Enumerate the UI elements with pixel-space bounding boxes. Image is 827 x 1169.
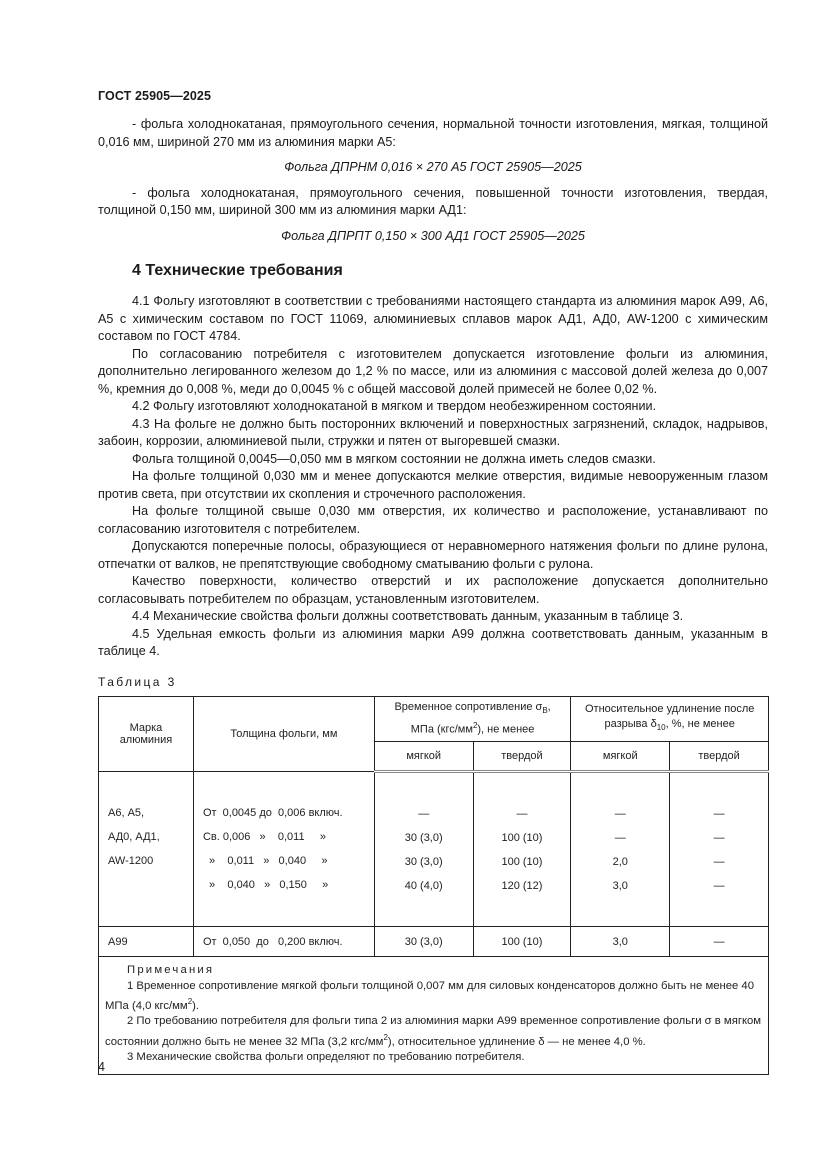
- note-2: 2 По требованию потребителя для фольги типа 2 из алюминия марки А99 временное сопротивление фольги σ в мягком состоянии должно быть не менее 32 МПа (3,2 кгс/$мм^2$), относительное удлинение δ — не менее 4,0 %.: [105, 1015, 762, 1048]
- paragraph-4-5: 4.5 Удельная емкость фольги из алюминия марки А99 должна соответствовать данным, указанным в таблице 4.: [98, 626, 768, 658]
- paragraph: Фольга толщиной 0,0045—0,050 мм в мягком состоянии не должна иметь следов смазки.: [132, 451, 656, 466]
- elong-soft-cell: — — 2,0 3,0: [571, 772, 670, 927]
- grades-cell: А6, А5, АД0, АД1, AW-1200: [99, 772, 194, 927]
- paragraph: На фольге толщиной свыше 0,030 мм отверстия, их количество и расположение, устанавливают по согласованию изготовителя с потребителем.: [98, 504, 768, 536]
- example-2-text: - фольга холоднокатаная, прямоугольного сечения, повышенной точности изготовления, твердая, толщиной 0,150 мм, шириной 300 мм из алюминия марки АД1:: [98, 185, 768, 217]
- elong-hard-a99: —: [670, 927, 769, 957]
- example-2-designation: Фольга ДПРПТ 0,150 × 300 АД1 ГОСТ 25905—2025: [281, 228, 585, 243]
- header-elongation: Относительное удлинение после разрыва $\delta_{10}$, %, не менее: [571, 697, 769, 742]
- header-grade: Марка алюминия: [99, 697, 194, 772]
- paragraph: На фольге толщиной 0,030 мм и менее допускаются мелкие отверстия, видимые невооруженным глазом против света, при отсутствии их скопления и строчечного расположения.: [98, 469, 768, 501]
- note-1: 1 Временное сопротивление мягкой фольги толщиной 0,007 мм для силовых конденсаторов должно быть не менее 40 МПа (4,0 кгс/$мм^2$).: [105, 979, 754, 1012]
- note-3: 3 Механические свойства фольги определяют по требованию потребителя.: [127, 1051, 525, 1064]
- table-row-a99: [99, 927, 769, 957]
- paragraph-4-1: 4.1 Фольгу изготовляют в соответствии с требованиями настоящего стандарта из алюминия марок А99, А6, А5 с химическим составом по ГОСТ 11069, алюминиевых сплавов марок АД1, АД0, AW-1200 с химическим составом по ГОСТ 4784.: [98, 294, 768, 343]
- tensile-soft-cell: — 30 (3,0) 30 (3,0) 40 (4,0): [374, 772, 473, 927]
- header-tensile-strength: Временное сопротивление $\sigma_В$, МПа $(кгс/мм^2)$, не менее: [374, 697, 571, 742]
- tensile-hard-a99: 100 (10): [473, 927, 571, 957]
- document-header: ГОСТ 25905—2025: [98, 89, 212, 103]
- mechanical-properties-table: [98, 696, 769, 1075]
- paragraph-4-3: 4.3 На фольге не должно быть посторонних включений и поверхностных загрязнений, складок, надрывов, забоин, коррозии, алюминиевой пыли, стружки и пятен от выгоревшей смазки.: [98, 416, 768, 448]
- header-elong-hard: твердой: [670, 742, 769, 772]
- table-row-group-1: [99, 772, 769, 927]
- header-elong-soft: мягкой: [571, 742, 670, 772]
- paragraph: По согласованию потребителя с изготовителем допускается изготовление фольги из алюминия, дополнительно легированного железом до 1,2 % по массе, или из алюминия с массовой долей железа до 0,007 %, кремния до 0,008 %, меди до 0,0045 % с общей массовой долей примесей не более 0,02 %.: [98, 346, 768, 396]
- paragraph-4-4: 4.4 Механические свойства фольги должны соответствовать данным, указанным в таблице 3.: [132, 609, 684, 623]
- requirements-body: [98, 293, 768, 661]
- header-thickness: Толщина фольги, мм: [193, 697, 374, 772]
- table-notes: [99, 957, 769, 1075]
- page-number: 4: [98, 1060, 105, 1074]
- paragraph: Качество поверхности, количество отверстий и их расположение допускается дополнительно согласовывать потребителем по образцам, установленным изготовителем.: [98, 574, 768, 606]
- header-tensile-hard: твердой: [473, 742, 571, 772]
- thickness-cell: От 0,0045 до 0,006 включ. Св. 0,006 » 0,011 » » 0,011 » 0,040 » » 0,040 » 0,150 »: [193, 772, 374, 927]
- grade-a99: А99: [99, 927, 194, 957]
- paragraph: Допускаются поперечные полосы, образующиеся от неравномерного натяжения фольги по длине рулона, отпечатки от валков, не препятствующие свободному сматыванию фольги с рулона.: [98, 539, 768, 571]
- table-notes-row: [99, 957, 769, 1075]
- table-caption: Таблица 3: [98, 675, 177, 689]
- example-1-text: - фольга холоднокатаная, прямоугольного сечения, нормальной точности изготовления, мягкая, толщиной 0,016 мм, шириной 270 мм из алюминия марки А5:: [98, 117, 768, 149]
- header-tensile-soft: мягкой: [374, 742, 473, 772]
- paragraph-4-2: 4.2 Фольгу изготовляют холоднокатаной в мягком и твердом необезжиренном состоянии.: [132, 399, 657, 413]
- examples-block: [98, 116, 768, 245]
- tensile-soft-a99: 30 (3,0): [374, 927, 473, 957]
- elong-soft-a99: 3,0: [571, 927, 670, 957]
- example-1-designation: Фольга ДПРНМ 0,016 × 270 А5 ГОСТ 25905—2025: [284, 160, 582, 174]
- thickness-a99: От 0,050 до 0,200 включ.: [193, 927, 374, 957]
- tensile-hard-cell: — 100 (10) 100 (10) 120 (12): [473, 772, 571, 927]
- elong-hard-cell: — — — —: [670, 772, 769, 927]
- section-title: 4 Технические требования: [132, 262, 343, 279]
- notes-title: Примечания: [127, 964, 215, 976]
